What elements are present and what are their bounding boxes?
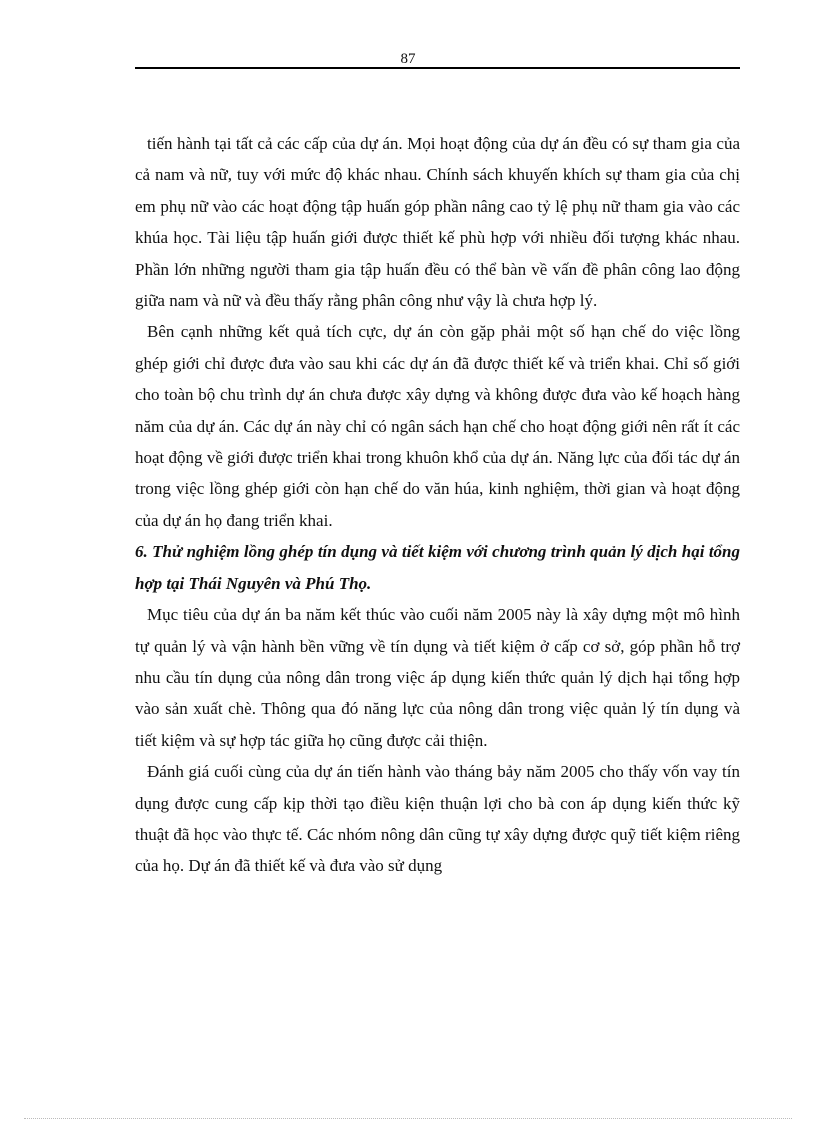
- page-number: 87: [400, 51, 416, 67]
- paragraph-objective: Mục tiêu của dự án ba năm kết thúc vào cuối năm 2005 này là xây dựng một mô hình tự quản lý và vận hành bền vững về tín dụng và tiết kiệm ở cấp cơ sở, góp phần hỗ trợ nhu cầu tín dụng của nông dân trong việc áp dụng kiến thức quản lý dịch hại tổng hợp vào sản xuất chè. Thông qua đó năng lực của nông dân trong việc quản lý tín dụng và tiết kiệm và sự hợp tác giữa họ cũng được cải thiện.: [135, 605, 740, 750]
- document-body: [135, 128, 740, 882]
- paragraph-continuation: tiến hành tại tất cả các cấp của dự án. Mọi hoạt động của dự án đều có sự tham gia của cả nam và nữ, tuy với mức độ khác nhau. Chính sách khuyến khích sự tham gia của chị em phụ nữ vào các hoạt động tập huấn góp phần nâng cao tỷ lệ phụ nữ tham gia vào các khúa học. Tài liệu tập huấn giới được thiết kế phù hợp với nhiều đối tượng khác nhau. Phần lớn những người tham gia tập huấn đều có thể bàn về vấn đề phân công lao động giữa nam và nữ và đều thấy rằng phân công như vậy là chưa hợp lý.: [135, 134, 740, 311]
- footer-dotted-line: [24, 1118, 792, 1119]
- paragraph-evaluation: Đánh giá cuối cùng của dự án tiến hành vào tháng bảy năm 2005 cho thấy vốn vay tín dụng được cung cấp kịp thời tạo điều kiện thuận lợi cho bà con áp dụng kiến thức kỹ thuật đã học vào thực tế. Các nhóm nông dân cũng tự xây dựng được quỹ tiết kiệm riêng của họ. Dự án đã thiết kế và đưa vào sử dụng: [135, 762, 740, 876]
- section-heading: 6. Thử nghiệm lồng ghép tín dụng và tiết kiệm với chương trình quản lý dịch hại tổng hợp tại Thái Nguyên và Phú Thọ.: [135, 542, 740, 593]
- header-rule: [135, 67, 740, 69]
- paragraph-limitations: Bên cạnh những kết quả tích cực, dự án còn gặp phải một số hạn chế do việc lồng ghép giới chỉ được đưa vào sau khi các dự án đã được thiết kế và triển khai. Chỉ số giới cho toàn bộ chu trình dự án chưa được xây dựng và không được đưa vào kế hoạch hàng năm của dự án. Các dự án này chỉ có ngân sách hạn chế cho hoạt động giới nên rất ít các hoạt động về giới được triển khai trong khuôn khổ của dự án. Năng lực của đối tác dự án trong việc lồng ghép giới còn hạn chế do văn húa, kinh nghiệm, thời gian và hoạt động của dự án họ đang triển khai.: [135, 322, 740, 530]
